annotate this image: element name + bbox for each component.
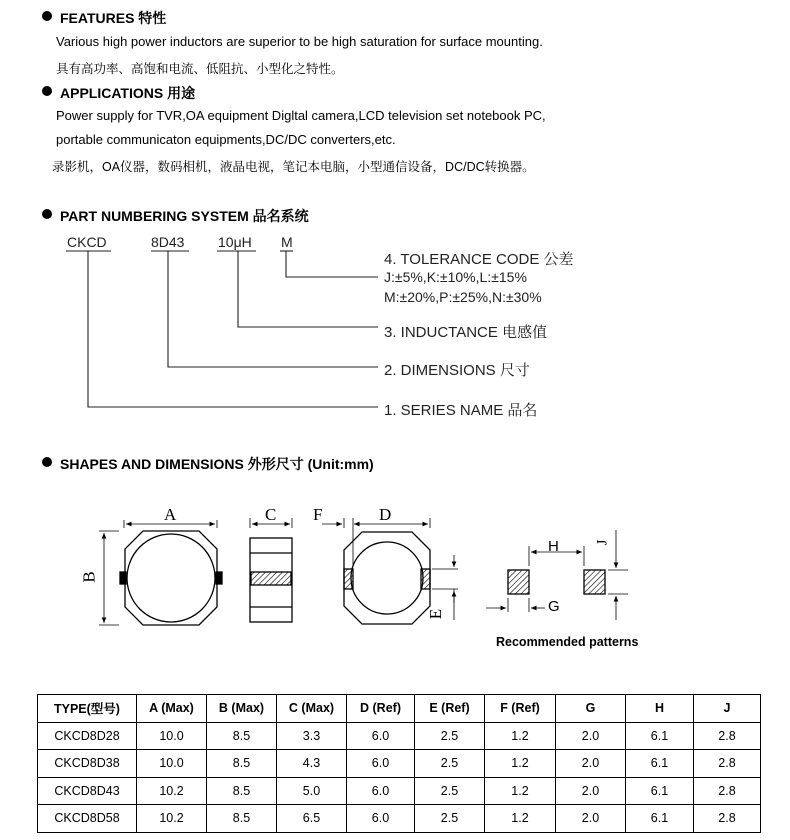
table-cell: 8.5 — [207, 805, 277, 833]
table-cell: 6.1 — [626, 722, 694, 750]
side-view — [250, 518, 292, 622]
table-cell: CKCD8D38 — [38, 750, 137, 778]
table-cell: 10.0 — [137, 722, 207, 750]
table-cell: 8.5 — [207, 750, 277, 778]
table-cell: 2.8 — [694, 777, 761, 805]
table-cell: 6.0 — [347, 722, 415, 750]
table-cell: 10.0 — [137, 750, 207, 778]
table-cell: CKCD8D58 — [38, 805, 137, 833]
table-row — [38, 750, 761, 778]
table-cell: 2.8 — [694, 750, 761, 778]
table-cell: 2.5 — [415, 805, 485, 833]
tolerance-label: 4. TOLERANCE CODE 公差 — [384, 251, 574, 268]
table-header-row — [38, 695, 761, 723]
tolerance-line-1: J:±5%,K:±10%,L:±15% — [384, 269, 527, 285]
recommended-patterns-caption: Recommended patterns — [496, 635, 639, 649]
table-cell: 3.3 — [277, 722, 347, 750]
table-cell: 2.0 — [556, 750, 626, 778]
table-cell: 1.2 — [485, 722, 556, 750]
table-cell: 4.3 — [277, 750, 347, 778]
dim-label-h: H — [548, 538, 559, 555]
applications-text-en-2: portable communicaton equipments,DC/DC converters,etc. — [56, 132, 396, 147]
table-row — [38, 805, 761, 833]
table-cell: 2.8 — [694, 722, 761, 750]
table-cell: 2.0 — [556, 722, 626, 750]
table-header-cell: F (Ref) — [485, 695, 556, 723]
table-header-cell: TYPE(型号) — [38, 695, 137, 723]
table-header-cell: E (Ref) — [415, 695, 485, 723]
table-cell: 6.0 — [347, 750, 415, 778]
table-row — [38, 777, 761, 805]
table-cell: 10.2 — [137, 777, 207, 805]
table-cell: 1.2 — [485, 750, 556, 778]
part-numbering-heading: PART NUMBERING SYSTEM 品名系统 — [60, 208, 309, 224]
table-header-cell: B (Max) — [207, 695, 277, 723]
dim-label-a: A — [164, 505, 177, 524]
code-tolerance: M — [281, 234, 293, 250]
table-cell: 6.1 — [626, 805, 694, 833]
table-header-cell: J — [694, 695, 761, 723]
table-cell: 2.8 — [694, 805, 761, 833]
applications-text-cn: 录影机，OA仪器，数码相机，液晶电视，笔记本电脑，小型通信设备，DC/DC转换器。 — [52, 160, 535, 174]
code-series: CKCD — [67, 234, 107, 250]
specification-table — [37, 694, 761, 833]
table-cell: 6.0 — [347, 805, 415, 833]
features-text-cn: 具有高功率、高饱和电流、低阻抗、小型化之特性。 — [56, 62, 344, 76]
applications-heading: APPLICATIONS 用途 — [60, 85, 196, 101]
features-heading: FEATURES 特性 — [60, 10, 167, 26]
dim-label-f: F — [313, 505, 323, 524]
dim-label-e: E — [426, 608, 446, 620]
table-header-cell: C (Max) — [277, 695, 347, 723]
table-cell: 2.5 — [415, 777, 485, 805]
table-cell: 1.2 — [485, 777, 556, 805]
table-cell: 5.0 — [277, 777, 347, 805]
table-cell: 6.1 — [626, 777, 694, 805]
table-cell: 2.0 — [556, 805, 626, 833]
table-header-cell: D (Ref) — [347, 695, 415, 723]
top-view — [99, 520, 222, 625]
code-dimensions: 8D43 — [151, 234, 185, 250]
dimensions-label: 2. DIMENSIONS 尺寸 — [384, 362, 530, 379]
table-header-cell: G — [556, 695, 626, 723]
dim-label-b: B — [79, 571, 99, 583]
dim-label-j: J — [594, 539, 611, 546]
table-row — [38, 722, 761, 750]
dim-label-g: G — [548, 598, 560, 615]
table-cell: 10.2 — [137, 805, 207, 833]
dim-label-d: D — [379, 505, 392, 524]
table-cell: 6.1 — [626, 750, 694, 778]
applications-text-en-1: Power supply for TVR,OA equipment Digltal camera,LCD television set notebook PC, — [56, 108, 546, 123]
inductance-label: 3. INDUCTANCE 电感值 — [384, 324, 548, 341]
table-cell: CKCD8D28 — [38, 722, 137, 750]
table-cell: 6.5 — [277, 805, 347, 833]
table-cell: CKCD8D43 — [38, 777, 137, 805]
table-cell: 2.5 — [415, 750, 485, 778]
table-cell: 8.5 — [207, 777, 277, 805]
table-header-cell: H — [626, 695, 694, 723]
dim-label-c: C — [265, 505, 277, 524]
table-cell: 1.2 — [485, 805, 556, 833]
features-text-en: Various high power inductors are superior to be high saturation for surface mounting. — [56, 34, 543, 49]
table-cell: 6.0 — [347, 777, 415, 805]
table-cell: 2.5 — [415, 722, 485, 750]
shapes-heading: SHAPES AND DIMENSIONS 外形尺寸 (Unit:mm) — [60, 456, 374, 472]
table-cell: 2.0 — [556, 777, 626, 805]
code-inductance: 10μH — [218, 234, 252, 250]
series-label: 1. SERIES NAME 品名 — [384, 402, 538, 419]
tolerance-line-2: M:±20%,P:±25%,N:±30% — [384, 289, 542, 305]
table-header-cell: A (Max) — [137, 695, 207, 723]
table-cell: 8.5 — [207, 722, 277, 750]
